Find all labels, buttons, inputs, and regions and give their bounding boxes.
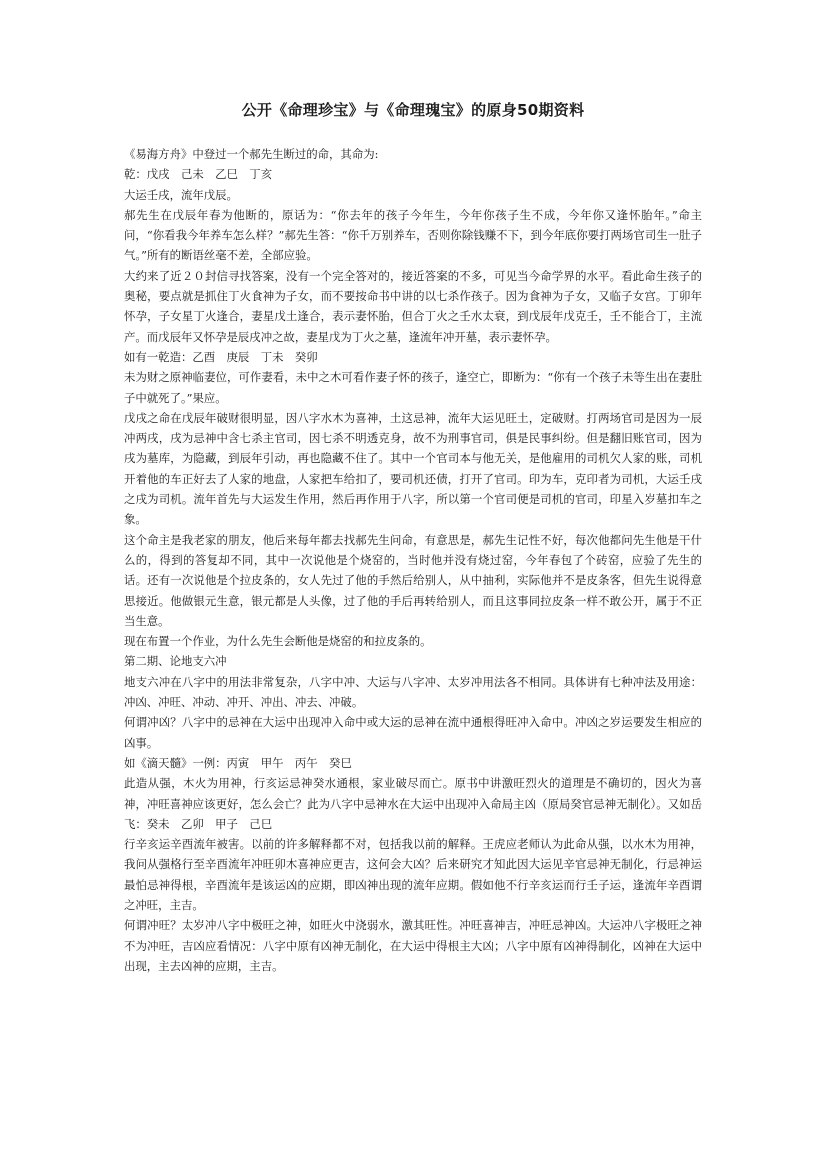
paragraph: 乾：戊戌 己未 乙巳 丁亥 — [124, 167, 273, 182]
document-title: 公开《命理珍宝》与《命理瑰宝》的原身50期资料 — [241, 101, 585, 119]
document-body — [124, 144, 702, 976]
paragraph: 大运壬戌，流年戊辰。 — [124, 187, 238, 202]
paragraph: 这个命主是我老家的朋友，他后来每年都去找郝先生问命，有意思是，郝先生记性不好，每次他都问先生他是干什么的，得到的答复却不同，其中一次说他是个烧窑的，当时他并没有烧过窑，今年春包了个砖窑，应验了先生的话。还有一次说他是个拉皮条的，女人先过了他的手然后给别人，从中抽利，实际他并不是皮条客，但先生说得意思接近。他做银元生意，银元都是人头像，过了他的手后再转给别人，而且这事同拉皮条一样不敢公开，属于不正当生意。 — [124, 532, 702, 628]
paragraph: 行辛亥运辛酉流年被害。以前的许多解释都不对，包括我以前的解释。王虎应老师认为此命从强，以水木为用神，我问从强格行至辛酉流年冲旺卯木喜神应更吉，这何会大凶？后来研究才知此因大运见辛官忌神无制化，行忌神运最怕忌神得根，辛酉流年是该运凶的应期，即凶神出现的流年应期。假如他不行辛亥运而行壬子运，逢流年辛酉谓之冲旺，主吉。 — [124, 837, 702, 912]
paragraph: 大约来了近２０封信寻找答案，没有一个完全答对的，接近答案的不多，可见当今命学界的水平。看此命生孩子的奥秘，要点就是抓住丁火食神为子女，而不要按命书中讲的以七杀作孩子。因为食神为子女，又临子女宫。丁卯年怀孕，子女星丁火逢合，妻星戊土逢合，表示妻怀胎，但合丁火之壬水太衰，到戊辰年戊克壬，壬不能合丁，主流产。而戊辰年又怀孕是辰戌冲之故，妻星戊为丁火之墓，逢流年冲开墓，表示妻怀孕。 — [124, 268, 702, 344]
paragraph: 现在布置一个作业，为什么先生会断他是烧窑的和拉皮条的。 — [124, 634, 432, 649]
paragraph: 郝先生在戊辰年春为他断的，原话为：“你去年的孩子今年生，今年你孩子生不成，今年你又逢怀胎年。”命主问，“你看我今年养车怎么样？”郝先生答：“你千万别养车，否则你除钱赚不下，到今年底你要打两场官司生一肚子气。”所有的断语丝毫不差，全部应验。 — [124, 207, 702, 263]
paragraph: 如有一乾造：乙酉 庚辰 丁未 癸卯 — [124, 349, 318, 364]
paragraph: 戊戌之命在戊辰年破财很明显，因八字水木为喜神，土这忌神，流年大运见旺土，定破财。打两场官司是因为一辰冲两戌，戌为忌神中含七杀主官司，因七杀不明透克身，故不为刑事官司，俱是民事纠纷。但是翻旧账官司，因为戌为墓库，为隐藏，到辰年引动，再也隐藏不住了。其中一个官司本与他无关，是他雇用的司机欠人家的账，司机开着他的车正好去了人家的地盘，人家把车给扣了，要司机还债，打开了官司。印为车，克印者为司机，大运壬戌之戌为司机。流年首先与大运发生作用，然后再作用于八字，所以第一个官司便是司机的官司，印星入岁墓扣车之象。 — [124, 410, 702, 527]
paragraph: 未为财之原神临妻位，可作妻看，未中之木可看作妻子怀的孩子，逢空亡，即断为：“你有一个孩子未等生出在妻肚子中就死了。”果应。 — [124, 370, 702, 405]
paragraph: 如《滴天髓》一例：丙寅 甲午 丙午 癸巳 — [124, 755, 352, 770]
paragraph: 地支六冲在八字中的用法非常复杂，八字中冲、大运与八字冲、太岁冲用法各不相同。具体讲有七种冲法及用途：冲凶、冲旺、冲动、冲开、冲出、冲去、冲破。 — [124, 674, 702, 710]
paragraph: 何谓冲旺？太岁冲八字中极旺之神，如旺火中浇弱水，激其旺性。冲旺喜神吉，冲旺忌神凶。大运冲八字极旺之神不为冲旺，吉凶应看情况：八字中原有凶神无制化，在大运中得根主大凶；八字中原有凶神得制化，凶神在大运中出现，主去凶神的应期，主吉。 — [124, 918, 702, 973]
document-page — [124, 100, 702, 976]
paragraph: 此造从强，木火为用神，行亥运忌神癸水通根，家业破尽而亡。原书中讲激旺烈火的道理是不确切的，因火为喜神，冲旺喜神应该更好，怎么会亡？此为八字中忌神水在大运中出现冲入命局主凶（原局癸官忌神无制化）。又如岳飞：癸未 乙卯 甲子 己巳 — [124, 776, 702, 831]
paragraph: 何谓冲凶？八字中的忌神在大运中出现冲入命中或大运的忌神在流中通根得旺冲入命中。冲凶之岁运要发生相应的凶事。 — [124, 715, 702, 750]
paragraph: 《易海方舟》中登过一个郝先生断过的命，其命为: — [124, 147, 379, 161]
section-heading: 第二期、论地支六冲 — [124, 654, 227, 669]
